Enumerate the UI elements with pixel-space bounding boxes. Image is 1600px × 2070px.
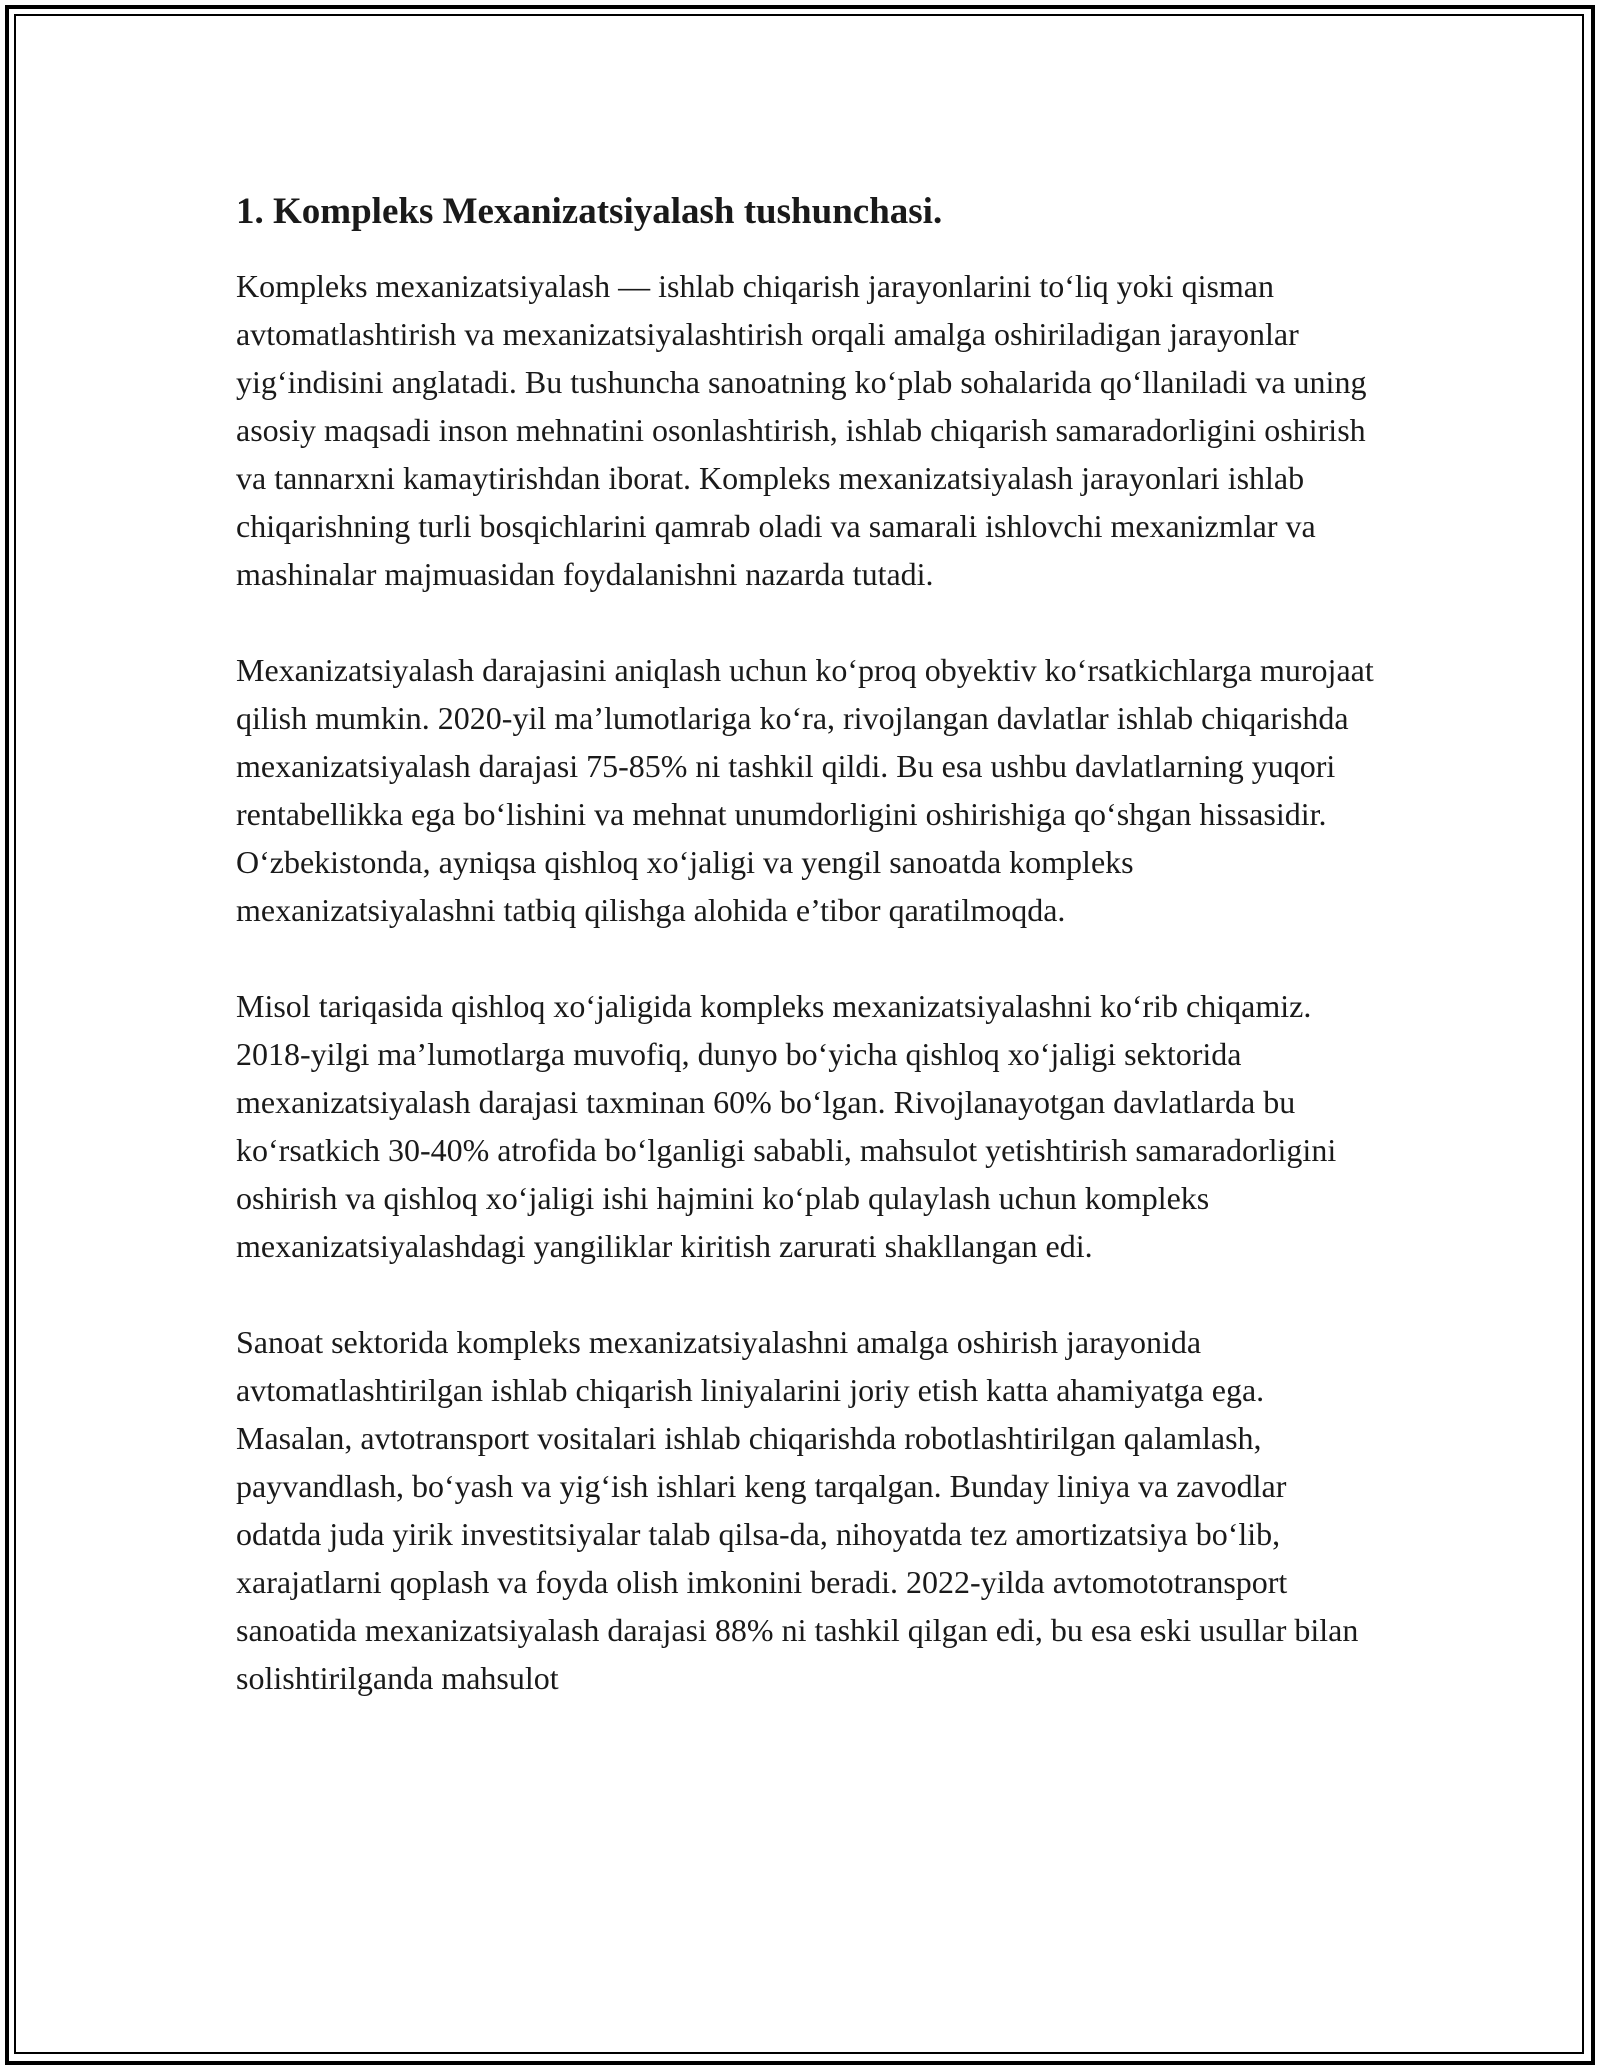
paragraph-mechanization-level: Mexanizatsiyalash darajasini aniqlash uchun ko‘proq obyektiv ko‘rsatkichlarga murojaat qilish mumkin. 2020-yil ma’lumotlariga ko‘ra, rivojlangan davlatlar ishlab chiqarishda mexanizatsiyalash darajasi 75-85% ni tashkil qildi. Bu esa ushbu davlatlarning yuqori rentabellikka ega bo‘lishini va mehnat unumdorligini oshirishiga qo‘shgan hissasidir. O‘zbekistonda, ayniqsa qishloq xo‘jaligi va yengil sanoatda kompleks mexanizatsiyalashni tatbiq qilishga alohida e’tibor qaratilmoqda. [236, 652, 1374, 928]
paragraph-definition: Kompleks mexanizatsiyalash — ishlab chiqarish jarayonlarini to‘liq yoki qisman avtomatlashtirish va mexanizatsiyalashtirish orqali amalga oshiriladigan jarayonlar yig‘indisini anglatadi. Bu tushuncha sanoatning ko‘plab sohalarida qo‘llaniladi va uning asosiy maqsadi inson mehnatini osonlashtirish, ishlab chiqarish samaradorligini oshirish va tannarxni kamaytirishdan iborat. Kompleks mexanizatsiyalash jarayonlari ishlab chiqarishning turli bosqichlarini qamrab oladi va samarali ishlovchi mexanizmlar va mashinalar majmuasidan foydalanishni nazarda tutadi. [236, 268, 1367, 592]
document-body [236, 188, 1376, 1750]
section-heading: 1. Kompleks Mexanizatsiyalash tushunchasi. [236, 191, 943, 232]
paragraph-industry-sector: Sanoat sektorida kompleks mexanizatsiyalashni amalga oshirish jarayonida avtomatlashtirilgan ishlab chiqarish liniyalarini joriy etish katta ahamiyatga ega. Masalan, avtotransport vositalari ishlab chiqarishda robotlashtirilgan qalamlash, payvandlash, bo‘yash va yig‘ish ishlari keng tarqalgan. Bunday liniya va zavodlar odatda juda yirik investitsiyalar talab qilsa-da, nihoyatda tez amortizatsiya bo‘lib, xarajatlarni qoplash va foyda olish imkonini beradi. 2022-yilda avtomototransport sanoatida mexanizatsiyalash darajasi 88% ni tashkil qilgan edi, bu esa eski usullar bilan solishtirilganda mahsulot [236, 1324, 1359, 1696]
paragraph-agriculture-example: Misol tariqasida qishloq xo‘jaligida kompleks mexanizatsiyalashni ko‘rib chiqamiz. 2018-yilgi ma’lumotlarga muvofiq, dunyo bo‘yicha qishloq xo‘jaligi sektorida mexanizatsiyalash darajasi taxminan 60% bo‘lgan. Rivojlanayotgan davlatlarda bu ko‘rsatkich 30-40% atrofida bo‘lganligi sababli, mahsulot yetishtirish samaradorligini oshirish va qishloq xo‘jaligi ishi hajmini ko‘plab qulaylash uchun kompleks mexanizatsiyalashdagi yangiliklar kiritish zarurati shakllangan edi. [236, 988, 1337, 1264]
